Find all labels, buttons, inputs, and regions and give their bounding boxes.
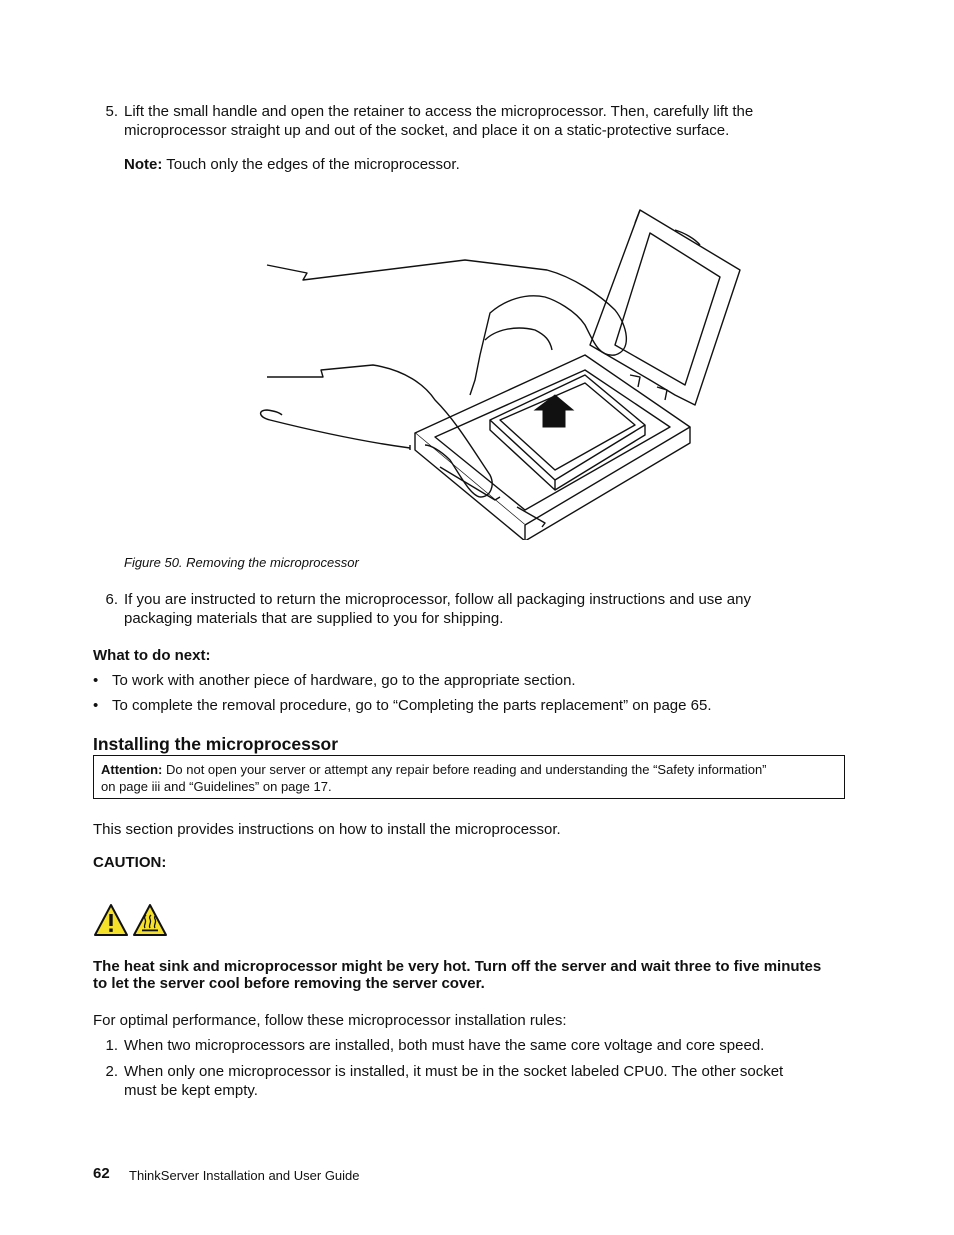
section-intro: This section provides instructions on how to install the microprocessor. <box>93 821 561 838</box>
caution-text-line1: The heat sink and microprocessor might be very hot. Turn off the server and wait three to five minutes <box>93 958 822 975</box>
figure-caption: Figure 50. Removing the microprocessor <box>124 555 359 570</box>
rules-intro: For optimal performance, follow these microprocessor installation rules: <box>93 1012 567 1029</box>
note <box>124 155 460 174</box>
attention-text: Do not open your server or attempt any repair before reading and understanding the “Safety information” <box>166 762 767 777</box>
step-6-text-line1: If you are instructed to return the microprocessor, follow all packaging instructions and use any <box>124 591 751 608</box>
caution-label: CAUTION: <box>93 854 167 871</box>
step-5-number: 5. <box>105 103 118 120</box>
bullet-icon: • <box>93 697 99 714</box>
footer-title: ThinkServer Installation and User Guide <box>129 1168 360 1183</box>
attention-line2: on page iii and “Guidelines” on page 17. <box>101 779 332 794</box>
rule-2-text-line2: must be kept empty. <box>124 1082 258 1099</box>
attention-label: Attention: <box>101 762 163 777</box>
step-5-text-line2: microprocessor straight up and out of the socket, and place it on a static-protective surface. <box>124 122 730 139</box>
step-6-text-line2: packaging materials that are supplied to you for shipping. <box>124 610 504 627</box>
note-label: Note: <box>124 156 163 173</box>
hot-surface-icon <box>132 903 168 937</box>
attention-box <box>93 755 845 799</box>
next-item-1: To work with another piece of hardware, go to the appropriate section. <box>112 672 576 689</box>
rule-2-text-line1: When only one microprocessor is installed, it must be in the socket labeled CPU0. The other socket <box>124 1063 784 1080</box>
caution-text-line2: to let the server cool before removing the server cover. <box>93 975 485 992</box>
microprocessor-removal-illustration <box>255 205 755 540</box>
rule-2-number: 2. <box>105 1063 118 1080</box>
step-6-number: 6. <box>105 591 118 608</box>
warning-icon <box>93 903 129 937</box>
bullet-icon: • <box>93 672 99 689</box>
attention-line1 <box>101 761 837 778</box>
next-item-2: To complete the removal procedure, go to “Completing the parts replacement” on page 65. <box>112 697 712 714</box>
section-title: Installing the microprocessor <box>93 734 339 754</box>
note-text: Touch only the edges of the microprocessor. <box>166 156 460 173</box>
rule-1-text: When two microprocessors are installed, both must have the same core voltage and core speed. <box>124 1037 765 1054</box>
step-5-text-line1: Lift the small handle and open the retainer to access the microprocessor. Then, carefully lift the <box>124 103 754 120</box>
page-number: 62 <box>93 1165 110 1182</box>
what-to-do-next-heading: What to do next: <box>93 647 211 664</box>
rule-1-number: 1. <box>105 1037 118 1054</box>
